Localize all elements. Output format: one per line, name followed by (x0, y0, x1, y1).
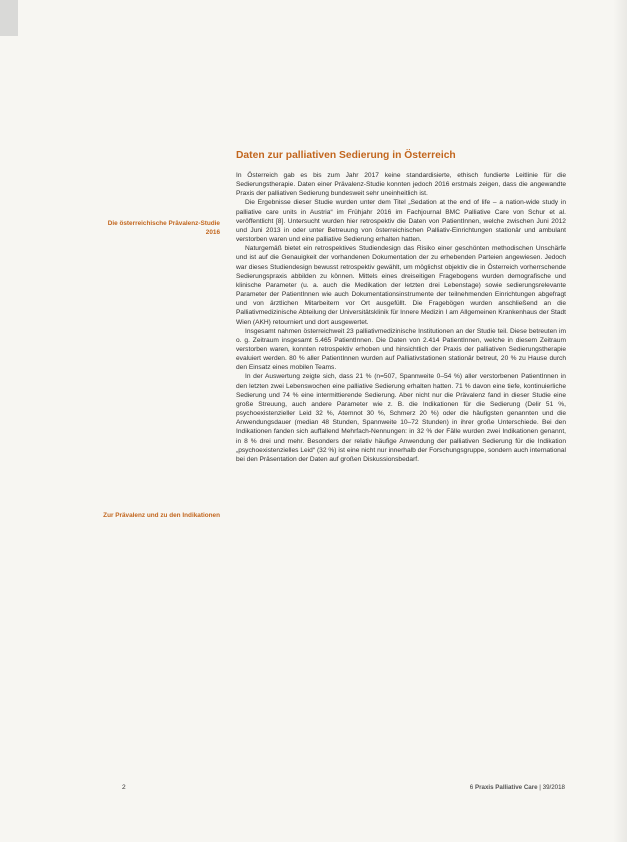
paragraph: Insgesamt nahmen österreichweit 23 palliativmedizinische Institutionen an der Studie teil. Diese betreuten im o. g. Zeitraum insgesamt 5.465 PatientInnen. Die Daten von 2.414 PatientInnen, welche in diesem Zeitraum verstorben waren, konnten retrospektiv erhoben und hinsichtlich der Praxis der palliativen Sedierungstherapie evaluiert werden. 80 % aller PatientInnen wurden auf Palliativstationen stationär betreut, 20 % zu Hause durch den Einsatz eines mobilen Teams. (236, 327, 566, 372)
paragraph: Naturgemäß bietet ein retrospektives Studiendesign das Risiko einer geschönten methodischen Unschärfe und ist auf die Genauigkeit der vorhandenen Dokumentation der zu erhebenden Parteien angewiesen. Jedoch war dieses Studiendesign bewusst retrospektiv gewählt, um möglichst objektiv die in Österreich vorherrschende Sedierungspraxis abbilden zu können. Mittels eines dreiseitigen Fragebogens wurden demografische und klinische Parameter (u. a. auch die Medikation der letzten drei Lebenstage) sowie sedierungsrelevante Parameter der PatientInnen wie auch Dokumentationsinstrumente der teilnehmenden Einrichtungen abgefragt und von ärztlichen Mitarbeitern vor Ort ausgefüllt. Die Fragebögen wurden anschließend an die Palliativmedizinische Abteilung der Universitätsklinik für Innere Medizin I am Allgemeinen Krankenhaus der Stadt Wien (AKH) retourniert und dort ausgewertet. (236, 245, 566, 326)
page-tab-marker (0, 0, 18, 36)
journal-name: Praxis Palliative Care (474, 784, 538, 791)
journal-issue: | 39/2018 (537, 784, 565, 791)
page-number: 2 (122, 784, 126, 791)
sidenote-prevalence-study: Die österreichische Prävalenz-Studie 2016 (107, 220, 220, 236)
sidenote-prevalence-indications: Zur Prävalenz und zu den Indikationen (103, 512, 220, 519)
paragraph: In der Auswertung zeigte sich, dass 21 % (n=507, Spannweite 0–54 %) aller verstorbenen PatientInnen in den letzten zwei Lebenswochen eine palliative Sedierung erhalten hatten. 71 % davon eine tiefe, kontinuierliche Sedierung und 74 % eine intermittierende Sedierung. Aber nicht nur die Prävalenz fand in dieser Studie eine große Streuung, auch andere Parameter wie z. B. die Indikationen für die Sedierung (Delir 51 %, psychoexistenzieller Leid 32 %, Atemnot 30 %, Schmerz 20 %) oder die häufigsten genannten und die Anwendungsdauer (median 48 Stunden, Spannweite 10–72 Stunden) in ihrer große Unterschiede. Bei den Indikationen fanden sich auffallend Mehrfach-Nennungen: in 32 % der Fälle wurden zwei Indikationen genannt, in 8 % drei und mehr. Besonders der relativ häufige Anwendung der palliativen Sedierung für die Indikation „psychoexistenzielles Leid“ (32 %) ist eine nicht nur innerhalb der Forschungsgruppe, sondern auch international bei den Präsentation der Daten auf großen Diskussionsbedarf. (236, 373, 566, 463)
paragraph: Die Ergebnisse dieser Studie wurden unter dem Titel „Sedation at the end of life – a nation-wide study in palliative care units in Austria“ im Frühjahr 2016 im Fachjournal BMC Palliative Care von Schur et al. veröffentlicht [8]. Untersucht wurden hier retrospektiv die Daten von PatientInnen, welche zwischen Juni 2012 und Juni 2013 in oder unter Betreuung von österreichischen Palliativ-Einrichtungen stationär und ambulant verstorben waren und eine palliative Sedierung erhalten hatten. (236, 199, 566, 244)
journal-prefix: 6 (469, 784, 474, 791)
article-body (236, 171, 566, 464)
article-heading: Daten zur palliativen Sedierung in Österreich (236, 149, 456, 161)
journal-footer (470, 784, 565, 791)
paragraph: In Österreich gab es bis zum Jahr 2017 keine standardisierte, ethisch fundierte Leitlinie für die Sedierungstherapie. Daten einer Prävalenz-Studie konnten jedoch 2016 erstmals zeigen, dass die angewandte Praxis der palliativen Sedierung bundesweit sehr uneinheitlich ist. (236, 172, 566, 198)
scan-edge-shadow (613, 0, 627, 842)
